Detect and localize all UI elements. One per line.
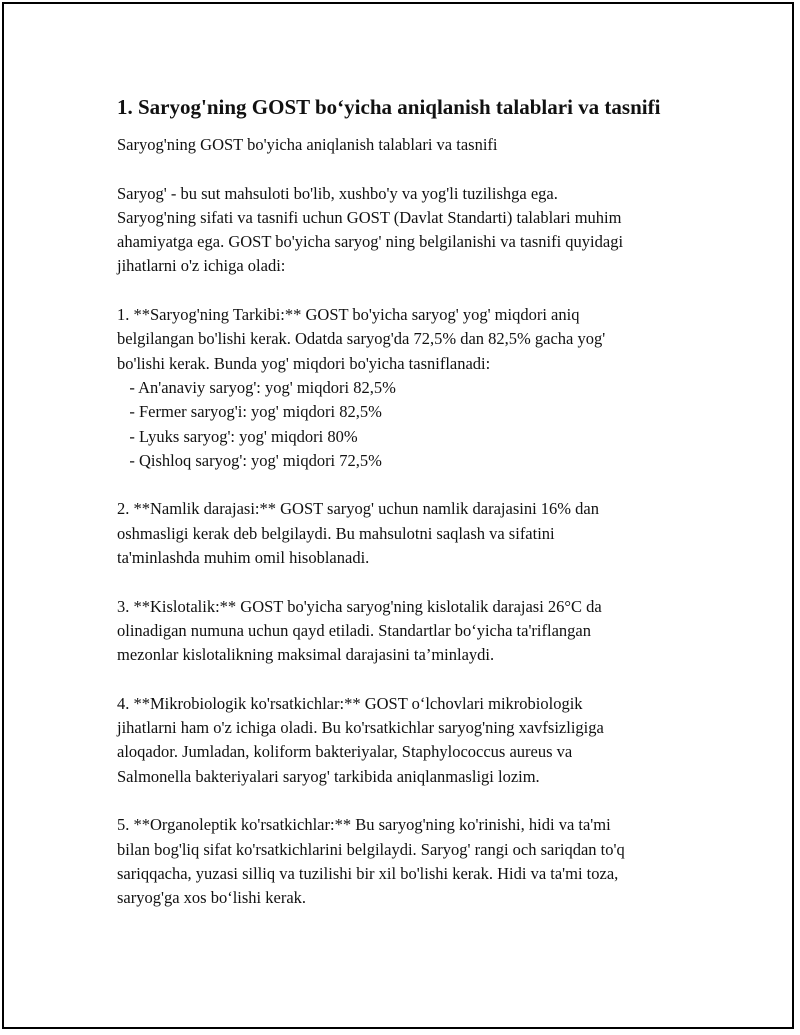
section-organoleptic xyxy=(117,813,697,910)
section-line: 4. **Mikrobiologik ko'rsatkichlar:** GOST o‘lchovlari mikrobiologik xyxy=(117,693,583,713)
paragraph-gap xyxy=(117,473,697,497)
section-line: ta'minlashda muhim omil hisoblanadi. xyxy=(117,548,370,568)
paragraph-gap xyxy=(117,570,697,594)
list-item: - Lyuks saryog': yog' miqdori 80% xyxy=(117,426,358,446)
intro-paragraph xyxy=(117,182,697,279)
document-text xyxy=(117,133,697,911)
section-line: mezonlar kislotalikning maksimal darajasini ta’minlaydi. xyxy=(117,645,495,665)
section-line: belgilangan bo'lishi kerak. Odatda saryog'da 72,5% dan 82,5% gacha yog' xyxy=(117,329,606,349)
paragraph-gap xyxy=(117,789,697,813)
section-acidity xyxy=(117,595,697,668)
section-line: sariqqacha, yuzasi silliq va tuzilishi bir xil bo'lishi kerak. Hidi va ta'mi toza, xyxy=(117,863,619,883)
intro-line: Saryog' - bu sut mahsuloti bo'lib, xushbo'y va yog'li tuzilishga ega. xyxy=(117,183,558,203)
document-heading: 1. Saryog'ning GOST bo‘yicha aniqlanish talablari va tasnifi xyxy=(117,95,661,119)
section-line: Salmonella bakteriyalari saryog' tarkibida aniqlanmasligi lozim. xyxy=(117,766,540,786)
list-item: - Fermer saryog'i: yog' miqdori 82,5% xyxy=(117,402,382,422)
document-subtitle: Saryog'ning GOST bo'yicha aniqlanish talablari va tasnifi xyxy=(117,135,498,154)
list-item: - Qishloq saryog': yog' miqdori 72,5% xyxy=(117,450,382,470)
section-moisture xyxy=(117,497,697,570)
paragraph-gap xyxy=(117,668,697,692)
section-line: 1. **Saryog'ning Tarkibi:** GOST bo'yicha saryog' yog' miqdori aniq xyxy=(117,305,580,325)
paragraph-gap xyxy=(117,157,697,181)
document-body xyxy=(117,93,697,911)
section-line: 5. **Organoleptik ko'rsatkichlar:** Bu saryog'ning ko'rinishi, hidi va ta'mi xyxy=(117,815,611,835)
intro-line: jihatlarni o'z ichiga oladi: xyxy=(117,256,286,276)
section-microbiology xyxy=(117,692,697,789)
section-line: 3. **Kislotalik:** GOST bo'yicha saryog'ning kislotalik darajasi 26°C da xyxy=(117,596,602,616)
section-line: 2. **Namlik darajasi:** GOST saryog' uchun namlik darajasini 16% dan xyxy=(117,499,599,519)
section-line: oshmasligi kerak deb belgilaydi. Bu mahsulotni saqlash va sifatini xyxy=(117,523,555,543)
section-line: saryog'ga xos bo‘lishi kerak. xyxy=(117,888,307,908)
list-item: - An'anaviy saryog': yog' miqdori 82,5% xyxy=(117,377,396,397)
section-line: jihatlarni ham o'z ichiga oladi. Bu ko'rsatkichlar saryog'ning xavfsizligiga xyxy=(117,718,604,738)
intro-line: ahamiyatga ega. GOST bo'yicha saryog' ning belgilanishi va tasnifi quyidagi xyxy=(117,232,624,252)
paragraph-gap xyxy=(117,279,697,303)
section-line: bo'lishi kerak. Bunda yog' miqdori bo'yicha tasniflanadi: xyxy=(117,353,491,373)
section-line: olinadigan numuna uchun qayd etiladi. Standartlar bo‘yicha ta'riflangan xyxy=(117,620,591,640)
intro-line: Saryog'ning sifati va tasnifi uchun GOST (Davlat Standarti) talablari muhim xyxy=(117,207,622,227)
section-line: aloqador. Jumladan, koliform bakteriyalar, Staphylococcus aureus va xyxy=(117,742,573,762)
section-line: bilan bog'liq sifat ko'rsatkichlarini belgilaydi. Saryog' rangi och sariqdan to'q xyxy=(117,839,625,859)
section-composition xyxy=(117,303,697,473)
